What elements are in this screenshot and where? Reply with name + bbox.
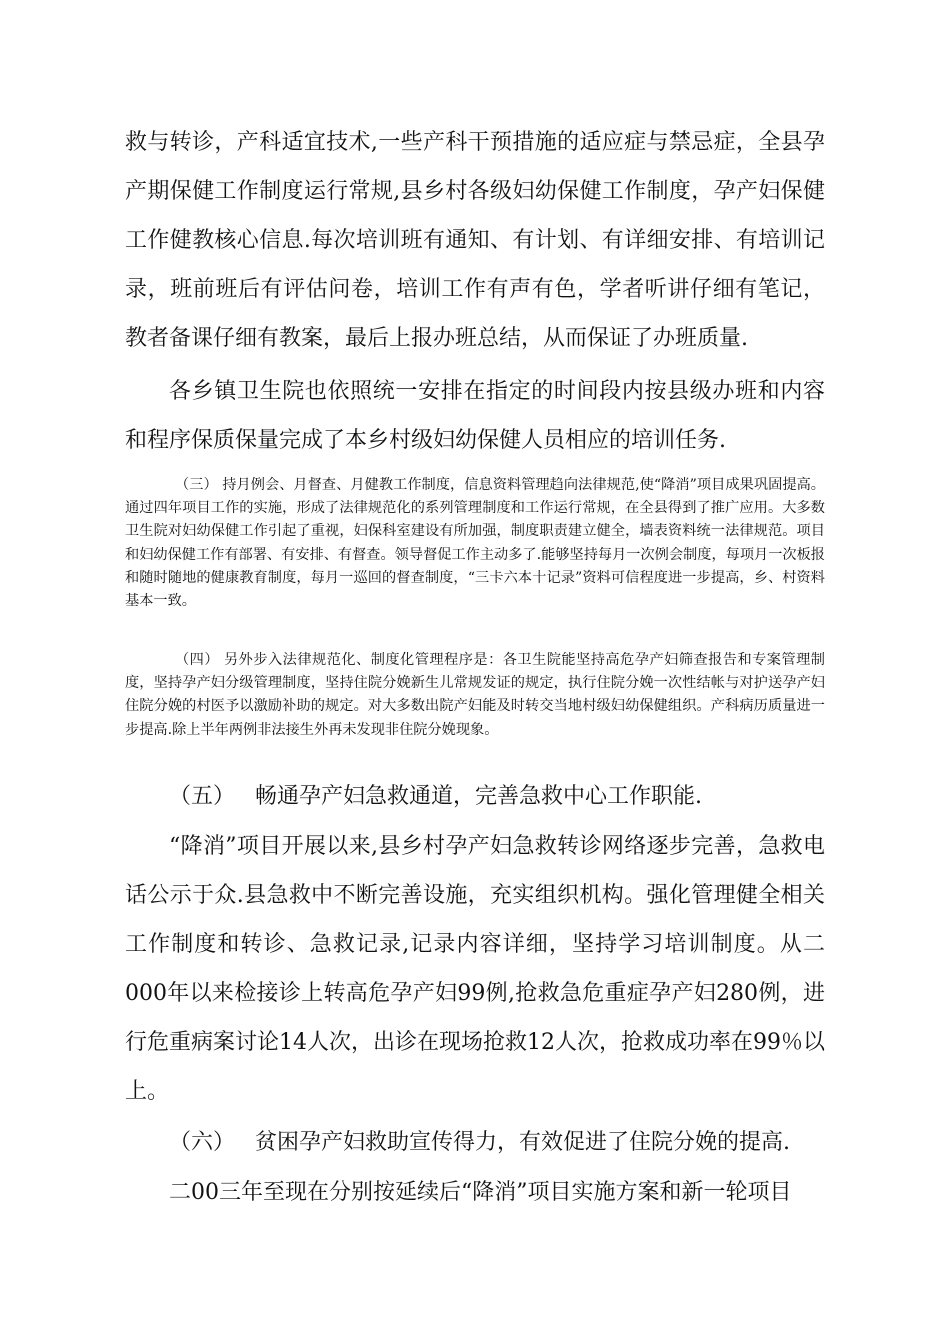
paragraph-township-training: 各乡镇卫生院也依照统一安排在指定的时间段内按县级办班和内容和程序保质保量完成了本乡村级妇幼保健人员相应的培训任务.	[125, 379, 825, 453]
section-number-five: （五）	[169, 784, 236, 809]
paragraph-section-three: （三） 持月例会、月督查、月健教工作制度，信息资料管理趋向法律规范,使“降消”项目成果巩固提高。通过四年项目工作的实施，形成了法律规范化的系列管理制度和工作运行常规，在全县得到了推广应用。大多数卫生院对妇幼保健工作引起了重视，妇保科室建设有所加强，制度职责建立健全，墙表资料统一法律规范。项目和妇幼保健工作有部署、有安排、有督查。领导督促工作主动多了.能够坚持每月一次例会制度，每项月一次板报和随时随地的健康教育制度，每月一巡回的督查制度，“三卡六本十记录”资料可信程度进一步提高，乡、村资料基本一致。	[125, 477, 825, 610]
paragraph-training-summary: 救与转诊，产科适宜技术,一些产科干预措施的适应症与禁忌症，全县孕产期保健工作制度运行常规,县乡村各级妇幼保健工作制度，孕产妇保健工作健教核心信息.每次培训班有通知、有计划、有详细安排、有培训记录，班前班后有评估问卷，培训工作有声有色，学者听讲仔细有笔记，教者备课仔细有教案，最后上报办班总结，从而保证了办班质量.	[125, 130, 825, 351]
paragraph-emergency-network: “降消”项目开展以来,县乡村孕产妇急救转诊网络逐步完善，急救电话公示于众.县急救中不断完善设施，充实组织机构。强化管理健全相关工作制度和转诊、急救记录,记录内容详细，坚持学习培训制度。从二000年以来检接诊上转高危孕产妇99例,抢救急危重症孕产妇280例，进行危重病案讨论14人次，出诊在现场抢救12人次，抢救成功率在99％以上。	[125, 834, 825, 1104]
section-title-five: 畅通孕产妇急救通道，完善急救中心工作职能.	[255, 784, 702, 809]
section-title-six: 贫困孕产妇救助宣传得力，有效促进了住院分娩的提高.	[255, 1130, 790, 1155]
section-number-six: （六）	[169, 1130, 236, 1155]
paragraph-poverty-aid: 二00三年至现在分别按延续后“降消”项目实施方案和新一轮项目	[169, 1180, 792, 1205]
section-heading-six	[169, 1118, 790, 1167]
paragraph-section-four: （四） 另外步入法律规范化、制度化管理程序是：各卫生院能坚持高危孕产妇筛查报告和专案管理制度，坚持孕产妇分级管理制度，坚持住院分娩新生儿常规发证的规定，执行住院分娩一次性结帐与对护送孕产妇住院分娩的村医予以激励补助的规定。对大多数出院产妇能及时转交当地村级妇幼保健组织。产科病历质量进一步提高.除上半年两例非法接生外再未发现非住院分娩现象。	[125, 652, 825, 738]
section-heading-five	[169, 772, 702, 821]
